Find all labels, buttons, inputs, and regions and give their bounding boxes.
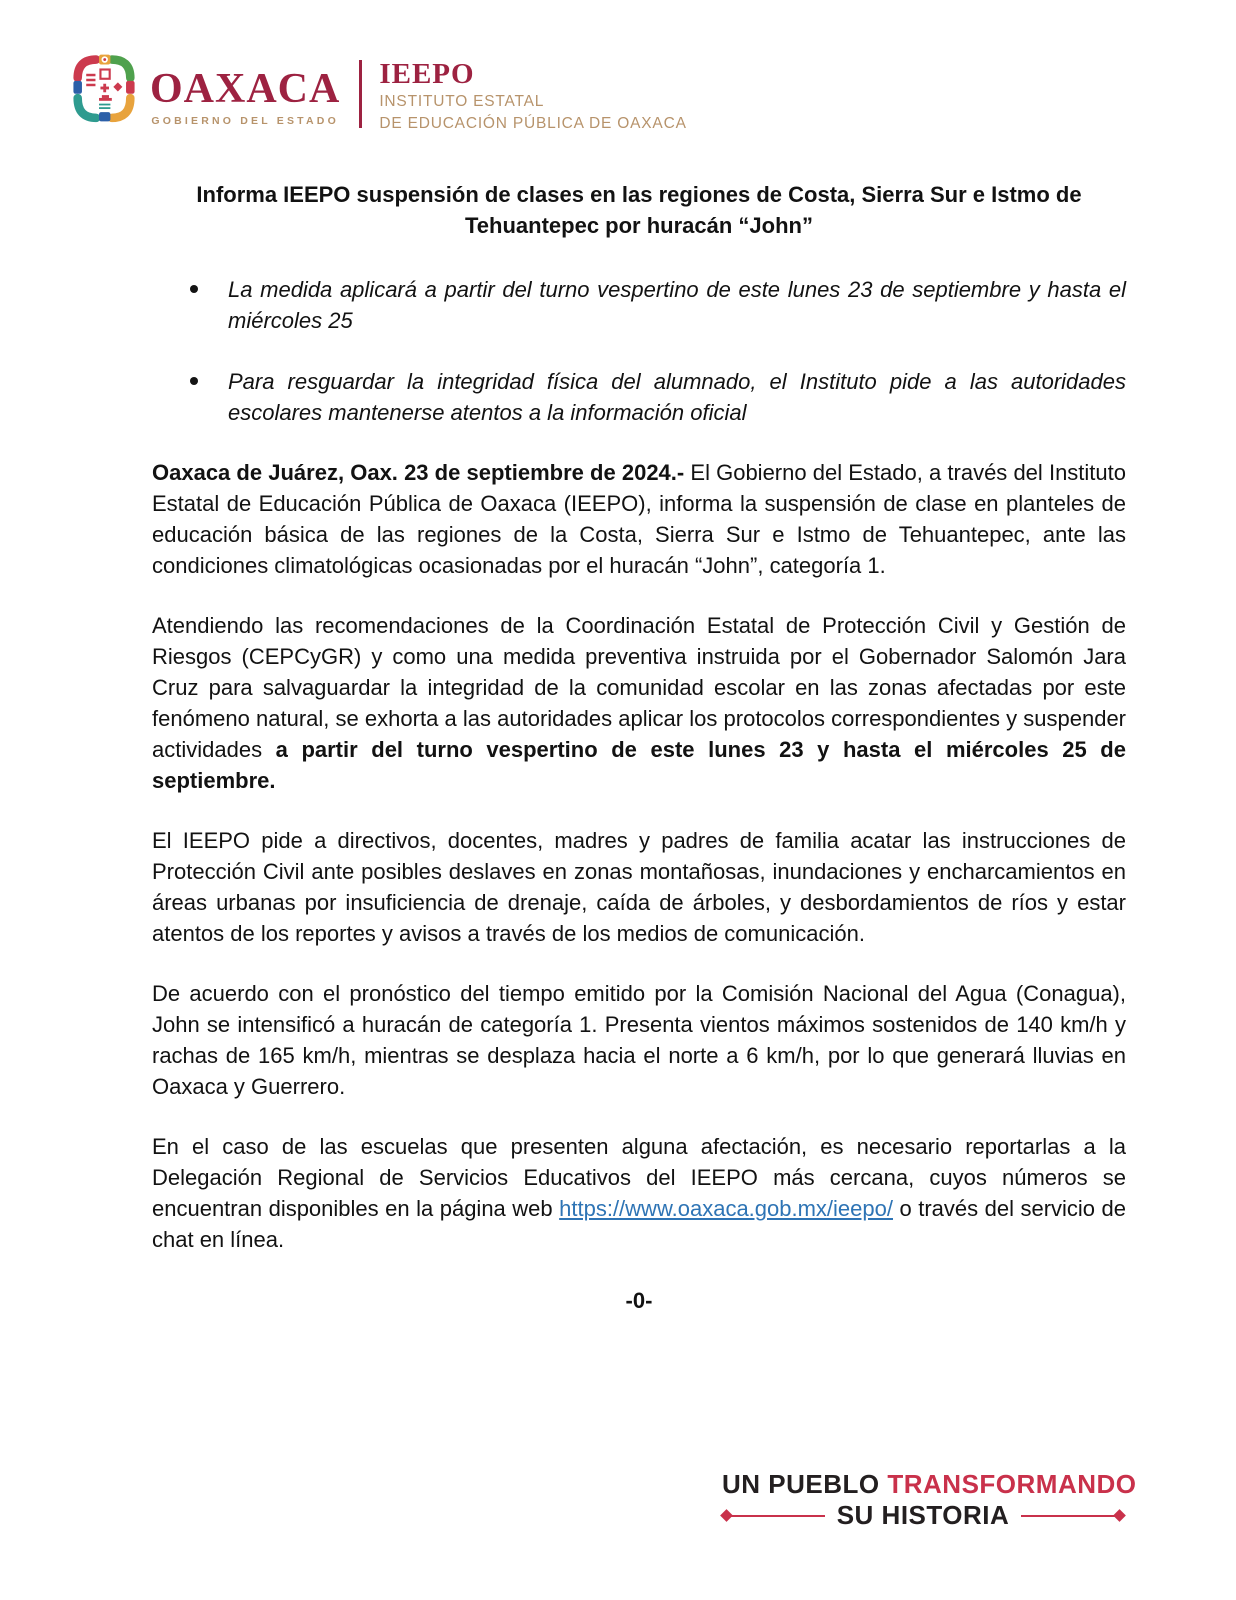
bullet-text: Para resguardar la integridad física del alumnado, el Instituto pide a las autoridades escolares mantenerse atentos a la información oficial bbox=[228, 369, 1126, 425]
diamond-right-icon bbox=[1113, 1509, 1126, 1522]
state-logo-block bbox=[150, 68, 340, 127]
body-paragraph bbox=[152, 457, 1126, 581]
body-paragraph bbox=[152, 610, 1126, 796]
rule-right bbox=[1021, 1515, 1115, 1518]
gobierno-del-estado-label: GOBIERNO DEL ESTADO bbox=[151, 115, 339, 127]
text-run: En el caso de las escuelas que presenten alguna afectación, es necesario reportarlas a la Delegación Regional de Servicios Educativos del IEEPO más cercana, cuyos números se encuentran disponibles en la página web bbox=[152, 1134, 1126, 1221]
slogan-su-historia: SU HISTORIA bbox=[836, 1499, 1010, 1530]
slogan-line1 bbox=[722, 1469, 1137, 1500]
bullet-item bbox=[190, 366, 1126, 428]
body-paragraph bbox=[152, 825, 1126, 949]
document-title: Informa IEEPO suspensión de clases en las regiones de Costa, Sierra Sur e Istmo de Tehuantepec por huracán “John” bbox=[196, 182, 1082, 238]
header bbox=[72, 52, 1236, 133]
bullet-text: La medida aplicará a partir del turno vespertino de este lunes 23 de septiembre y hasta el miércoles 25 bbox=[228, 277, 1126, 333]
ieepo-acronym: IEEPO bbox=[379, 58, 475, 90]
ieepo-website-link[interactable]: https://www.oaxaca.gob.mx/ieepo/ bbox=[559, 1196, 893, 1221]
footer-slogan bbox=[722, 1469, 1137, 1531]
text-run: De acuerdo con el pronóstico del tiempo emitido por la Comisión Nacional del Agua (Conagua), John se intensificó a huracán de categoría 1. Presenta vientos máximos sostenidos de 140 km/h y rachas de 165 km/h, mientras se desplaza hacia el norte a 6 km/h, por lo que generará lluvias en Oaxaca y Guerrero. bbox=[152, 981, 1126, 1099]
oaxaca-wordmark: OAXACA bbox=[150, 66, 341, 112]
body-paragraph bbox=[152, 978, 1126, 1102]
bold-text-run: a partir del turno vespertino de este lunes 23 y hasta el miércoles 25 de septiembre. bbox=[152, 737, 1126, 793]
slogan-transformando: TRANSFORMANDO bbox=[887, 1469, 1137, 1499]
slogan-line2 bbox=[722, 1501, 1124, 1531]
summary-bullets bbox=[152, 274, 1126, 428]
oaxaca-emblem-icon bbox=[72, 52, 136, 129]
ieepo-logo-block bbox=[379, 60, 686, 133]
text-run: El IEEPO pide a directivos, docentes, madres y padres de familia acatar las instrucciones de Protección Civil ante posibles deslaves en zonas montañosas, inundaciones y encharcamientos en áreas urbanas por insuficiencia de drenaje, caída de árboles, y desbordamientos de ríos y estar atentos de los reportes y avisos a través de los medios de comunicación. bbox=[152, 828, 1126, 946]
text-run: Atendiendo las recomendaciones de la Coordinación Estatal de Protección Civil y Gestión de Riesgos (CEPCyGR) y como una medida preventiva instruida por el Gobernador Salomón Jara Cruz para salvaguardar la integridad de la comunidad escolar en las zonas afectadas por este fenómeno natural, se exhorta a las autoridades aplicar los protocolos correspondientes y suspender actividades bbox=[152, 613, 1126, 762]
header-divider bbox=[359, 60, 362, 128]
document-content bbox=[0, 179, 1236, 1314]
bullet-marker-icon bbox=[190, 377, 198, 385]
bullet-marker-icon bbox=[190, 285, 198, 293]
bold-text-run: Oaxaca de Juárez, Oax. 23 de septiembre de 2024.- bbox=[152, 460, 691, 485]
document-body bbox=[152, 457, 1126, 1255]
text-run: El Gobierno del Estado, a través del Instituto Estatal de Educación Pública de Oaxaca (IEEPO), informa la suspensión de clase en planteles de educación básica de las regiones de la Costa, Sierra Sur e Istmo de Tehuantepec, ante las condiciones climatológicas ocasionadas por el huracán “John”, categoría 1. bbox=[152, 460, 1126, 578]
end-mark: -0- bbox=[625, 1288, 653, 1313]
ieepo-name-line1: INSTITUTO ESTATAL bbox=[379, 93, 545, 110]
bullet-item bbox=[190, 274, 1126, 336]
diamond-left-icon bbox=[720, 1509, 733, 1522]
rule-left bbox=[731, 1515, 825, 1518]
slogan-un-pueblo: UN PUEBLO bbox=[722, 1469, 880, 1499]
body-paragraph bbox=[152, 1131, 1126, 1255]
ieepo-name-line2: DE EDUCACIÓN PÚBLICA DE OAXACA bbox=[379, 115, 687, 132]
text-run: o través del servicio de chat en línea. bbox=[152, 1196, 1127, 1252]
